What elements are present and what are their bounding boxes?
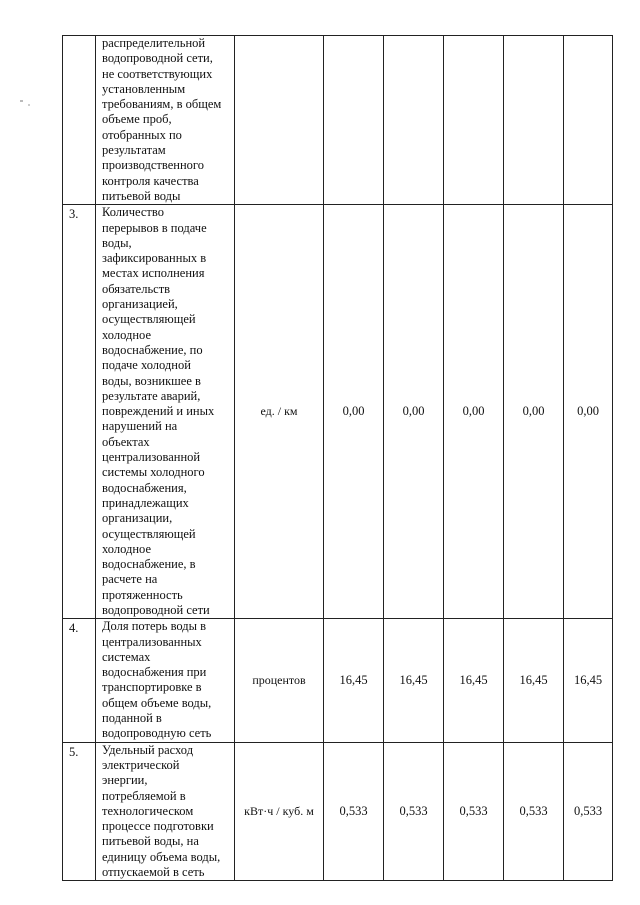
table-row: [63, 619, 613, 742]
value-cell: 16,45: [444, 619, 504, 742]
unit-cell: [235, 36, 324, 205]
value-cell: 16,45: [384, 619, 444, 742]
table-row: [63, 742, 613, 881]
value-cell: [324, 36, 384, 205]
row-number: [63, 36, 96, 205]
indicator-name: Удельный расход электрической энергии, потребляемой в технологическом процессе подготовки питьевой воды, на единицу объема воды, отпускаемой в сеть: [96, 742, 235, 881]
value-cell: 0,533: [564, 742, 613, 881]
value-cell: 0,533: [504, 742, 564, 881]
indicator-name: распределительной водопроводной сети, не соответствующих установленным требованиям, в общем объеме проб, отобранных по результатам производственного контроля качества питьевой воды: [96, 36, 235, 205]
value-cell: 16,45: [324, 619, 384, 742]
indicator-name: Доля потерь воды в централизованных системах водоснабжения при транспортировке в общем объеме воды, поданной в водопроводную сеть: [96, 619, 235, 742]
table-row: [63, 205, 613, 619]
scan-speck: [28, 104, 30, 106]
indicators-table: [62, 35, 613, 881]
value-cell: 0,00: [324, 205, 384, 619]
value-cell: [504, 36, 564, 205]
unit-cell: процентов: [235, 619, 324, 742]
unit-cell: ед. / км: [235, 205, 324, 619]
indicator-name: Количество перерывов в подаче воды, зафиксированных в местах исполнения обязательств организацией, осуществляющей холодное водоснабжение, по подаче холодной воды, возникшее в результате аварий, повреждений и иных нарушений на объектах централизованной системы холодного водоснабжения, принадлежащих организации, осуществляющей холодное водоснабжение, в расчете на протяженность водопроводной сети: [96, 205, 235, 619]
value-cell: 0,00: [564, 205, 613, 619]
row-number: 4.: [63, 619, 96, 742]
value-cell: 0,00: [444, 205, 504, 619]
value-cell: 0,00: [384, 205, 444, 619]
value-cell: [444, 36, 504, 205]
scan-speck: [20, 100, 23, 102]
value-cell: [384, 36, 444, 205]
value-cell: 0,533: [444, 742, 504, 881]
value-cell: 16,45: [564, 619, 613, 742]
value-cell: 0,533: [324, 742, 384, 881]
row-number: 5.: [63, 742, 96, 881]
value-cell: 0,00: [504, 205, 564, 619]
table-row: [63, 36, 613, 205]
row-number: 3.: [63, 205, 96, 619]
value-cell: 0,533: [384, 742, 444, 881]
unit-cell: кВт·ч / куб. м: [235, 742, 324, 881]
value-cell: 16,45: [504, 619, 564, 742]
value-cell: [564, 36, 613, 205]
